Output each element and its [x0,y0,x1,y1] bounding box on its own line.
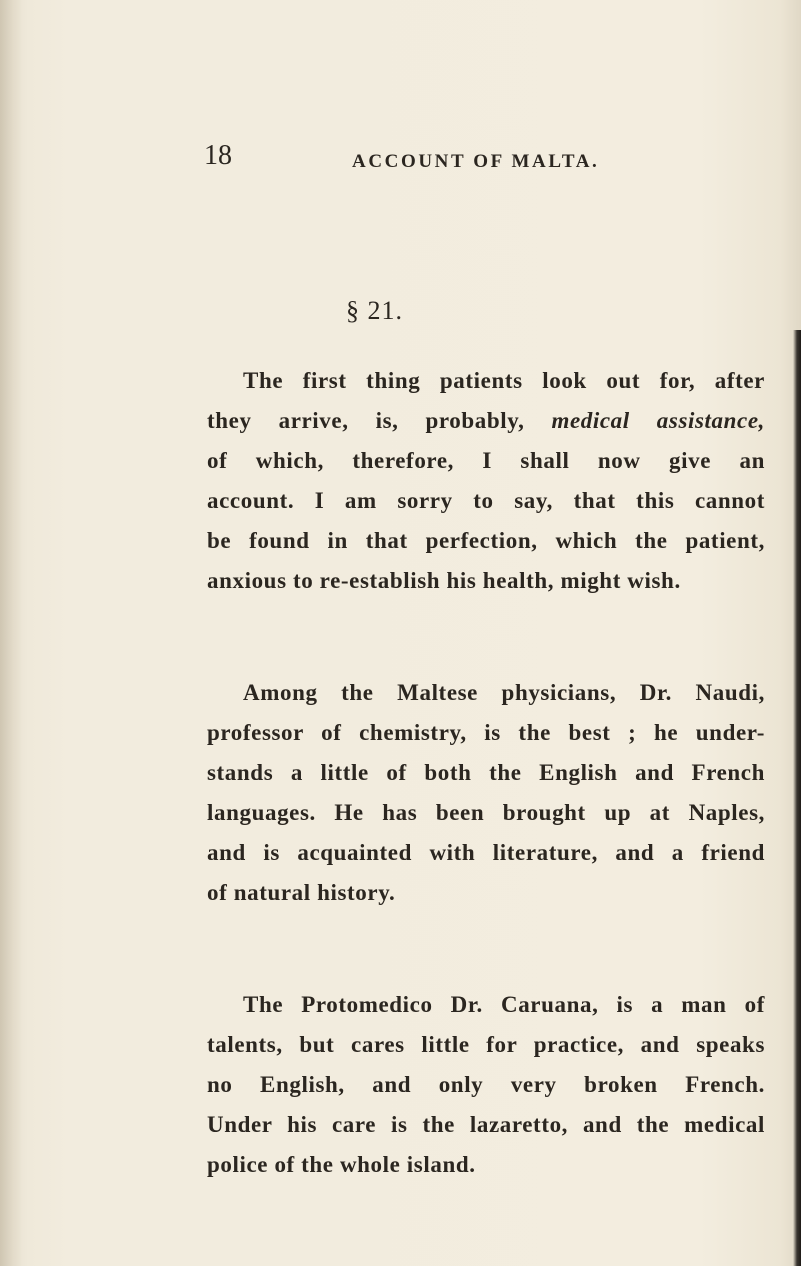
text-line: no English, and only very broken French. [207,1072,765,1097]
text-line: police of the whole island. [207,1152,476,1177]
text-line: Among the Maltese physicians, Dr. Naudi, [243,680,765,705]
text-line: anxious to re-establish his health, might wish. [207,568,681,593]
section-number: § 21. [346,296,403,325]
paragraph-dr-naudi [207,673,795,913]
text-line: talents, but cares little for practice, and speaks [207,1032,765,1057]
text-line: languages. He has been brought up at Naples, [207,800,765,825]
text-line: of which, therefore, I shall now give an [207,448,765,473]
text-line: account. I am sorry to say, that this cannot [207,488,765,513]
paragraph-dr-caruana [207,985,795,1185]
page-number: 18 [204,140,232,171]
page-gutter [0,0,22,1266]
paragraph-medical-assistance [207,361,795,601]
section-heading [0,296,801,326]
text-line: of natural history. [207,880,396,905]
body-text [207,361,795,1185]
text-line: be found in that perfection, which the patient, [207,528,765,553]
text-line: and is acquainted with literature, and a friend [207,840,765,865]
text-line: stands a little of both the English and French [207,760,765,785]
text-line: they arrive, is, probably, medical assistance, [207,408,765,433]
text-line: The first thing patients look out for, after [243,368,765,393]
text-line: The Protomedico Dr. Caruana, is a man of [243,992,765,1017]
running-title: ACCOUNT OF MALTA. [352,151,600,172]
text-line: Under his care is the lazaretto, and the medical [207,1112,765,1137]
running-head [0,140,801,180]
italic-phrase: medical assistance, [551,408,765,433]
text-line: professor of chemistry, is the best ; he under- [207,720,765,745]
